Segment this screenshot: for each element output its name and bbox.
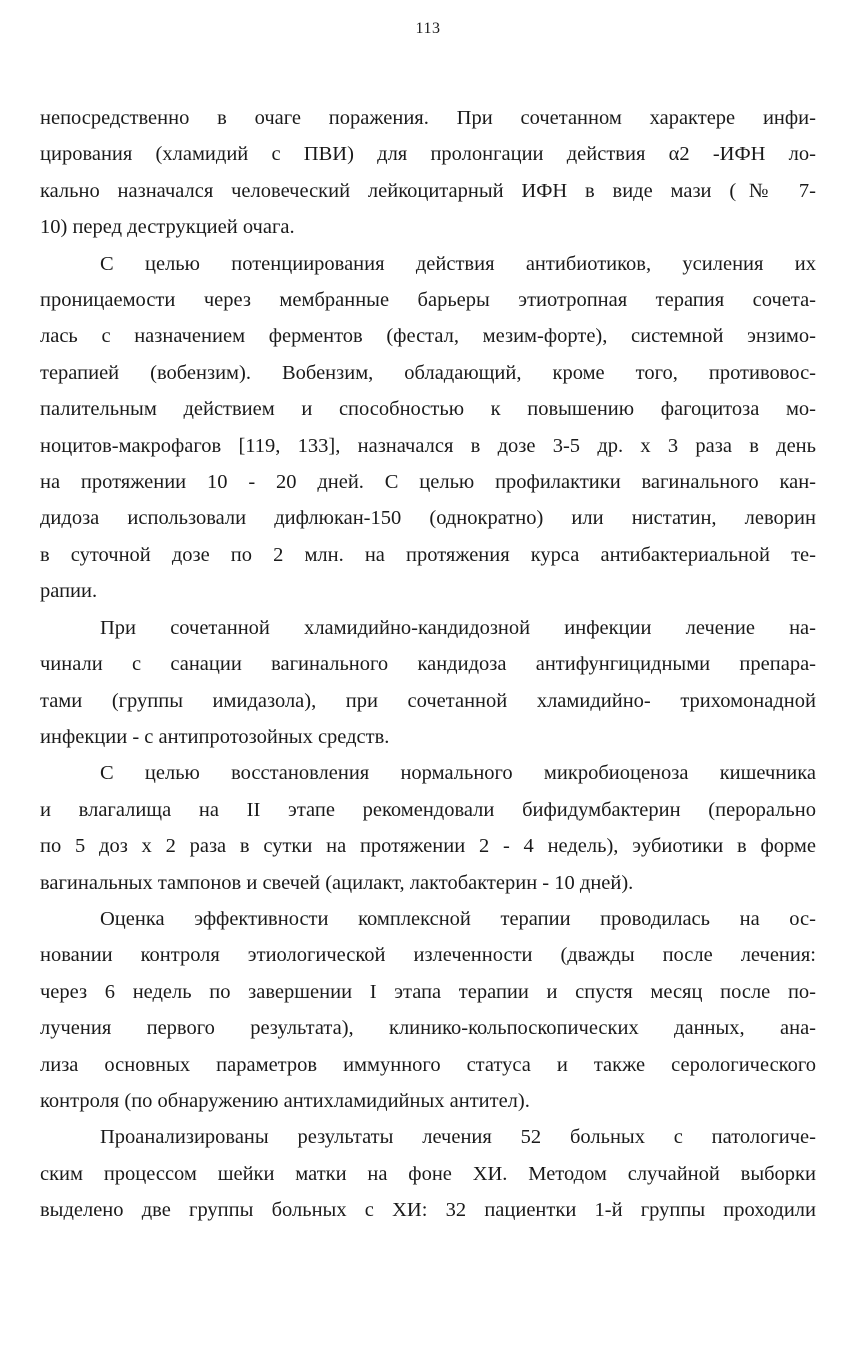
paragraph <box>40 246 816 610</box>
text-line: непосредственно в очаге поражения. При сочетанном характере инфи- <box>40 107 816 129</box>
paragraph <box>40 755 816 901</box>
text-line: С целью потенциирования действия антибиотиков, усиления их <box>100 252 816 275</box>
text-line: тами (группы имидазола), при сочетанной хламидийно- трихомонадной <box>40 689 816 712</box>
text-line: новании контроля этиологической излеченности (дважды после лечения: <box>40 944 816 967</box>
paragraph <box>40 610 816 756</box>
text-line: через 6 недель по завершении I этапа терапии и спустя месяц после по- <box>40 980 816 1003</box>
text-line: по 5 доз х 2 раза в сутки на протяжении 2 - 4 недель), эубиотики в форме <box>40 835 816 858</box>
text-line: лиза основных параметров иммунного статуса и также серологического <box>40 1053 816 1076</box>
text-line: рапии. <box>40 580 98 603</box>
text-line: 10) перед деструкцией очага. <box>40 216 295 239</box>
text-line: Проанализированы результаты лечения 52 больных с патологиче- <box>100 1126 816 1149</box>
text-line: чинали с санации вагинального кандидоза антифунгицидными препара- <box>40 653 816 676</box>
text-line: выделено две группы больных с ХИ: 32 пациентки 1-й группы проходили <box>40 1199 816 1222</box>
text-line: вагинальных тампонов и свечей (ацилакт, лактобактерин - 10 дней). <box>40 871 634 894</box>
paragraph <box>40 901 816 1119</box>
text-line: и влагалища на II этапе рекомендовали бифидумбактерин (перорально <box>40 798 816 821</box>
text-line: кально назначался человеческий лейкоцитарный ИФН в виде мази (№ 7- <box>40 179 816 202</box>
text-line: лучения первого результата), клинико-кольпоскопических данных, ана- <box>40 1017 816 1040</box>
text-line: Оценка эффективности комплексной терапии проводилась на ос- <box>100 907 816 930</box>
document-body <box>40 100 816 1229</box>
paragraph <box>40 100 816 246</box>
text-line: дидоза использовали дифлюкан-150 (однократно) или нистатин, леворин <box>40 507 816 530</box>
text-line: контроля (по обнаружению антихламидийных антител). <box>40 1089 530 1112</box>
text-line: терапией (вобензим). Вобензим, обладающий, кроме того, противовос- <box>40 361 816 384</box>
text-line: ноцитов-макрофагов [119, 133], назначался в дозе 3-5 др. х 3 раза в день <box>40 434 816 457</box>
text-line: цирования (хламидий с ПВИ) для пролонгации действия α2 -ИФН ло- <box>40 143 816 166</box>
text-line: инфекции - с антипротозойных средств. <box>40 725 390 748</box>
text-line: При сочетанной хламидийно-кандидозной инфекции лечение на- <box>100 616 816 639</box>
text-line: на протяжении 10 - 20 дней. С целью профилактики вагинального кан- <box>40 471 816 494</box>
text-line: палительным действием и способностью к повышению фагоцитоза мо- <box>40 398 816 421</box>
text-line: ским процессом шейки матки на фоне ХИ. Методом случайной выборки <box>40 1162 816 1185</box>
text-line: проницаемости через мембранные барьеры этиотропная терапия сочета- <box>40 289 816 312</box>
page-number: 113 <box>415 20 441 37</box>
paragraph <box>40 1119 816 1228</box>
text-line: С целью восстановления нормального микробиоценоза кишечника <box>100 762 816 785</box>
text-line: в суточной дозе по 2 млн. на протяжения курса антибактериальной те- <box>40 543 816 566</box>
text-line: лась с назначением ферментов (фестал, мезим-форте), системной энзимо- <box>40 325 816 348</box>
